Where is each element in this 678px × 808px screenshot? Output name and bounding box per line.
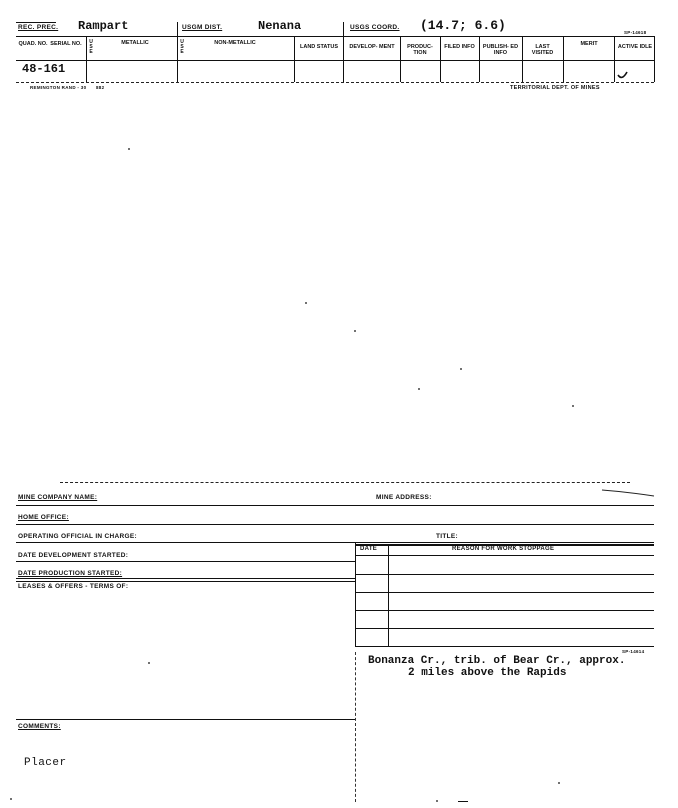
col-non-metallic: NON-METALLIC — [214, 40, 256, 46]
col-filed-info: FILED INFO — [444, 44, 475, 50]
quad-serial-value: 48-161 — [22, 62, 66, 76]
col-metallic: METALLIC — [121, 40, 149, 46]
col-land-status: LAND STATUS — [300, 44, 338, 50]
col-use-metallic: U S E — [89, 39, 93, 55]
stray-line-mark — [600, 486, 655, 498]
date-column-header: DATE — [360, 546, 378, 552]
department-label: TERRITORIAL DEPT. OF MINES — [510, 85, 600, 91]
comments-value: Placer — [24, 757, 67, 769]
col-development: DEVELOP- MENT — [349, 44, 395, 50]
title-label: TITLE: — [436, 533, 459, 540]
printer-code: 882 — [96, 85, 105, 90]
check-mark-icon — [616, 70, 630, 80]
date-development-started-label: DATE DEVELOPMENT STARTED: — [18, 552, 129, 559]
comments-label: COMMENTS: — [18, 723, 61, 730]
col-merit: MERIT — [580, 41, 598, 47]
form-number: SP-14618 — [624, 30, 647, 35]
rec-prec-label: REC. PREC. — [18, 24, 59, 31]
form-number-lower: SP-14614 — [622, 649, 645, 654]
date-production-started-label: DATE PRODUCTION STARTED: — [18, 570, 123, 577]
col-published-info: PUBLISH- ED INFO — [482, 44, 519, 56]
home-office-label: HOME OFFICE: — [18, 514, 69, 521]
col-quad: QUAD. NO. — [18, 41, 48, 47]
printer-label: REMINGTON RAND - 30 — [30, 85, 87, 90]
col-active-idle: ACTIVE IDLE — [617, 44, 653, 50]
mine-company-name-label: MINE COMPANY NAME: — [18, 494, 98, 501]
reason-column-header: REASON FOR WORK STOPPAGE — [452, 546, 555, 552]
usgm-dist-label: USGM DIST. — [182, 24, 223, 31]
location-line-2: 2 miles above the Rapids — [408, 667, 567, 679]
location-line-1: Bonanza Cr., trib. of Bear Cr., approx. — [368, 655, 626, 667]
mine-address-label: MINE ADDRESS: — [376, 494, 432, 501]
col-serial: SERIAL NO. — [50, 41, 82, 47]
usgs-coord-label: USGS COORD. — [350, 24, 400, 31]
usgs-coord-value: (14.7; 6.6) — [420, 18, 506, 33]
col-last-visited: LAST VISITED — [531, 44, 554, 56]
leases-offers-label: LEASES & OFFERS - TERMS OF: — [18, 583, 129, 590]
usgm-dist-value: Nenana — [258, 19, 302, 33]
operating-official-label: OPERATING OFFICIAL IN CHARGE: — [18, 533, 137, 540]
col-production: PRODUC- TION — [407, 44, 433, 56]
col-use-nonmetallic: U S E — [180, 39, 184, 55]
rec-prec-value: Rampart — [78, 19, 129, 33]
